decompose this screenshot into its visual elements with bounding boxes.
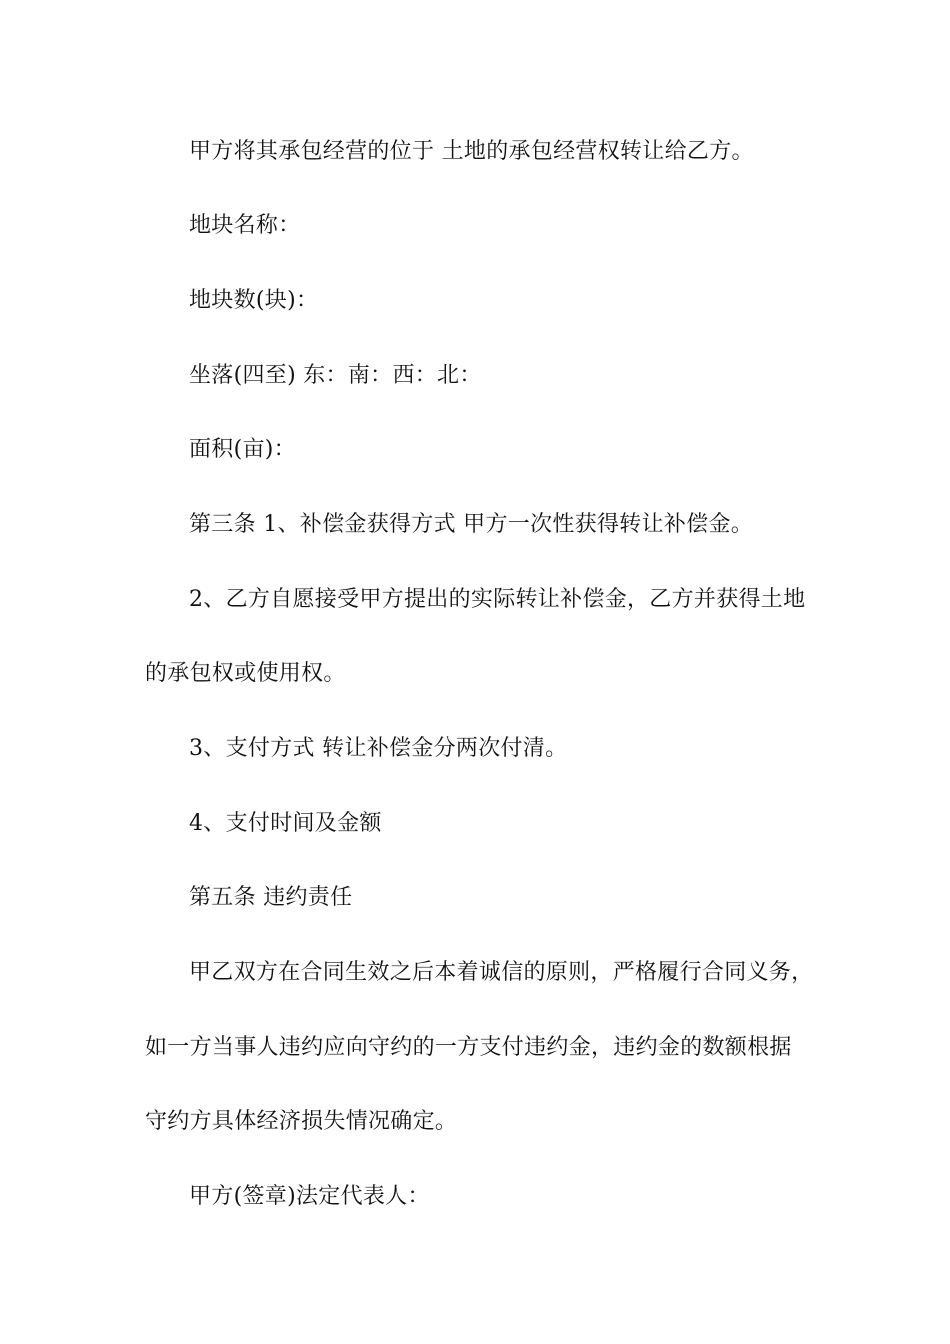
breach-clause-line-2: 如一方当事人违约应向守约的一方支付违约金，违约金的数额根据	[145, 1035, 792, 1060]
plot-area-field: 面积(亩)：	[189, 437, 296, 462]
breach-clause-line-1: 甲乙双方在合同生效之后本着诚信的原则，严格履行合同义务，	[189, 960, 814, 985]
article-five-heading: 第五条 违约责任	[189, 885, 353, 910]
plot-location-field: 坐落(四至) 东：南：西：北：	[189, 363, 482, 388]
plot-count-field: 地块数(块)：	[189, 288, 319, 313]
party-a-signature-line: 甲方(签章)法定代表人：	[189, 1184, 430, 1209]
compensation-clause-line-2: 的承包权或使用权。	[145, 661, 346, 686]
payment-time-clause: 4、支付时间及金额	[189, 811, 382, 836]
breach-clause-line-3: 守约方具体经济损失情况确定。	[145, 1109, 458, 1134]
plot-name-field: 地块名称：	[189, 213, 301, 238]
transfer-clause: 甲方将其承包经营的位于 土地的承包经营权转让给乙方。	[189, 139, 754, 164]
article-three-heading: 第三条 1、补偿金获得方式 甲方一次性获得转让补偿金。	[189, 512, 754, 537]
payment-method-clause: 3、支付方式 转让补偿金分两次付清。	[189, 736, 568, 761]
compensation-clause-line-1: 2、乙方自愿接受甲方提出的实际转让补偿金，乙方并获得土地	[189, 587, 806, 612]
